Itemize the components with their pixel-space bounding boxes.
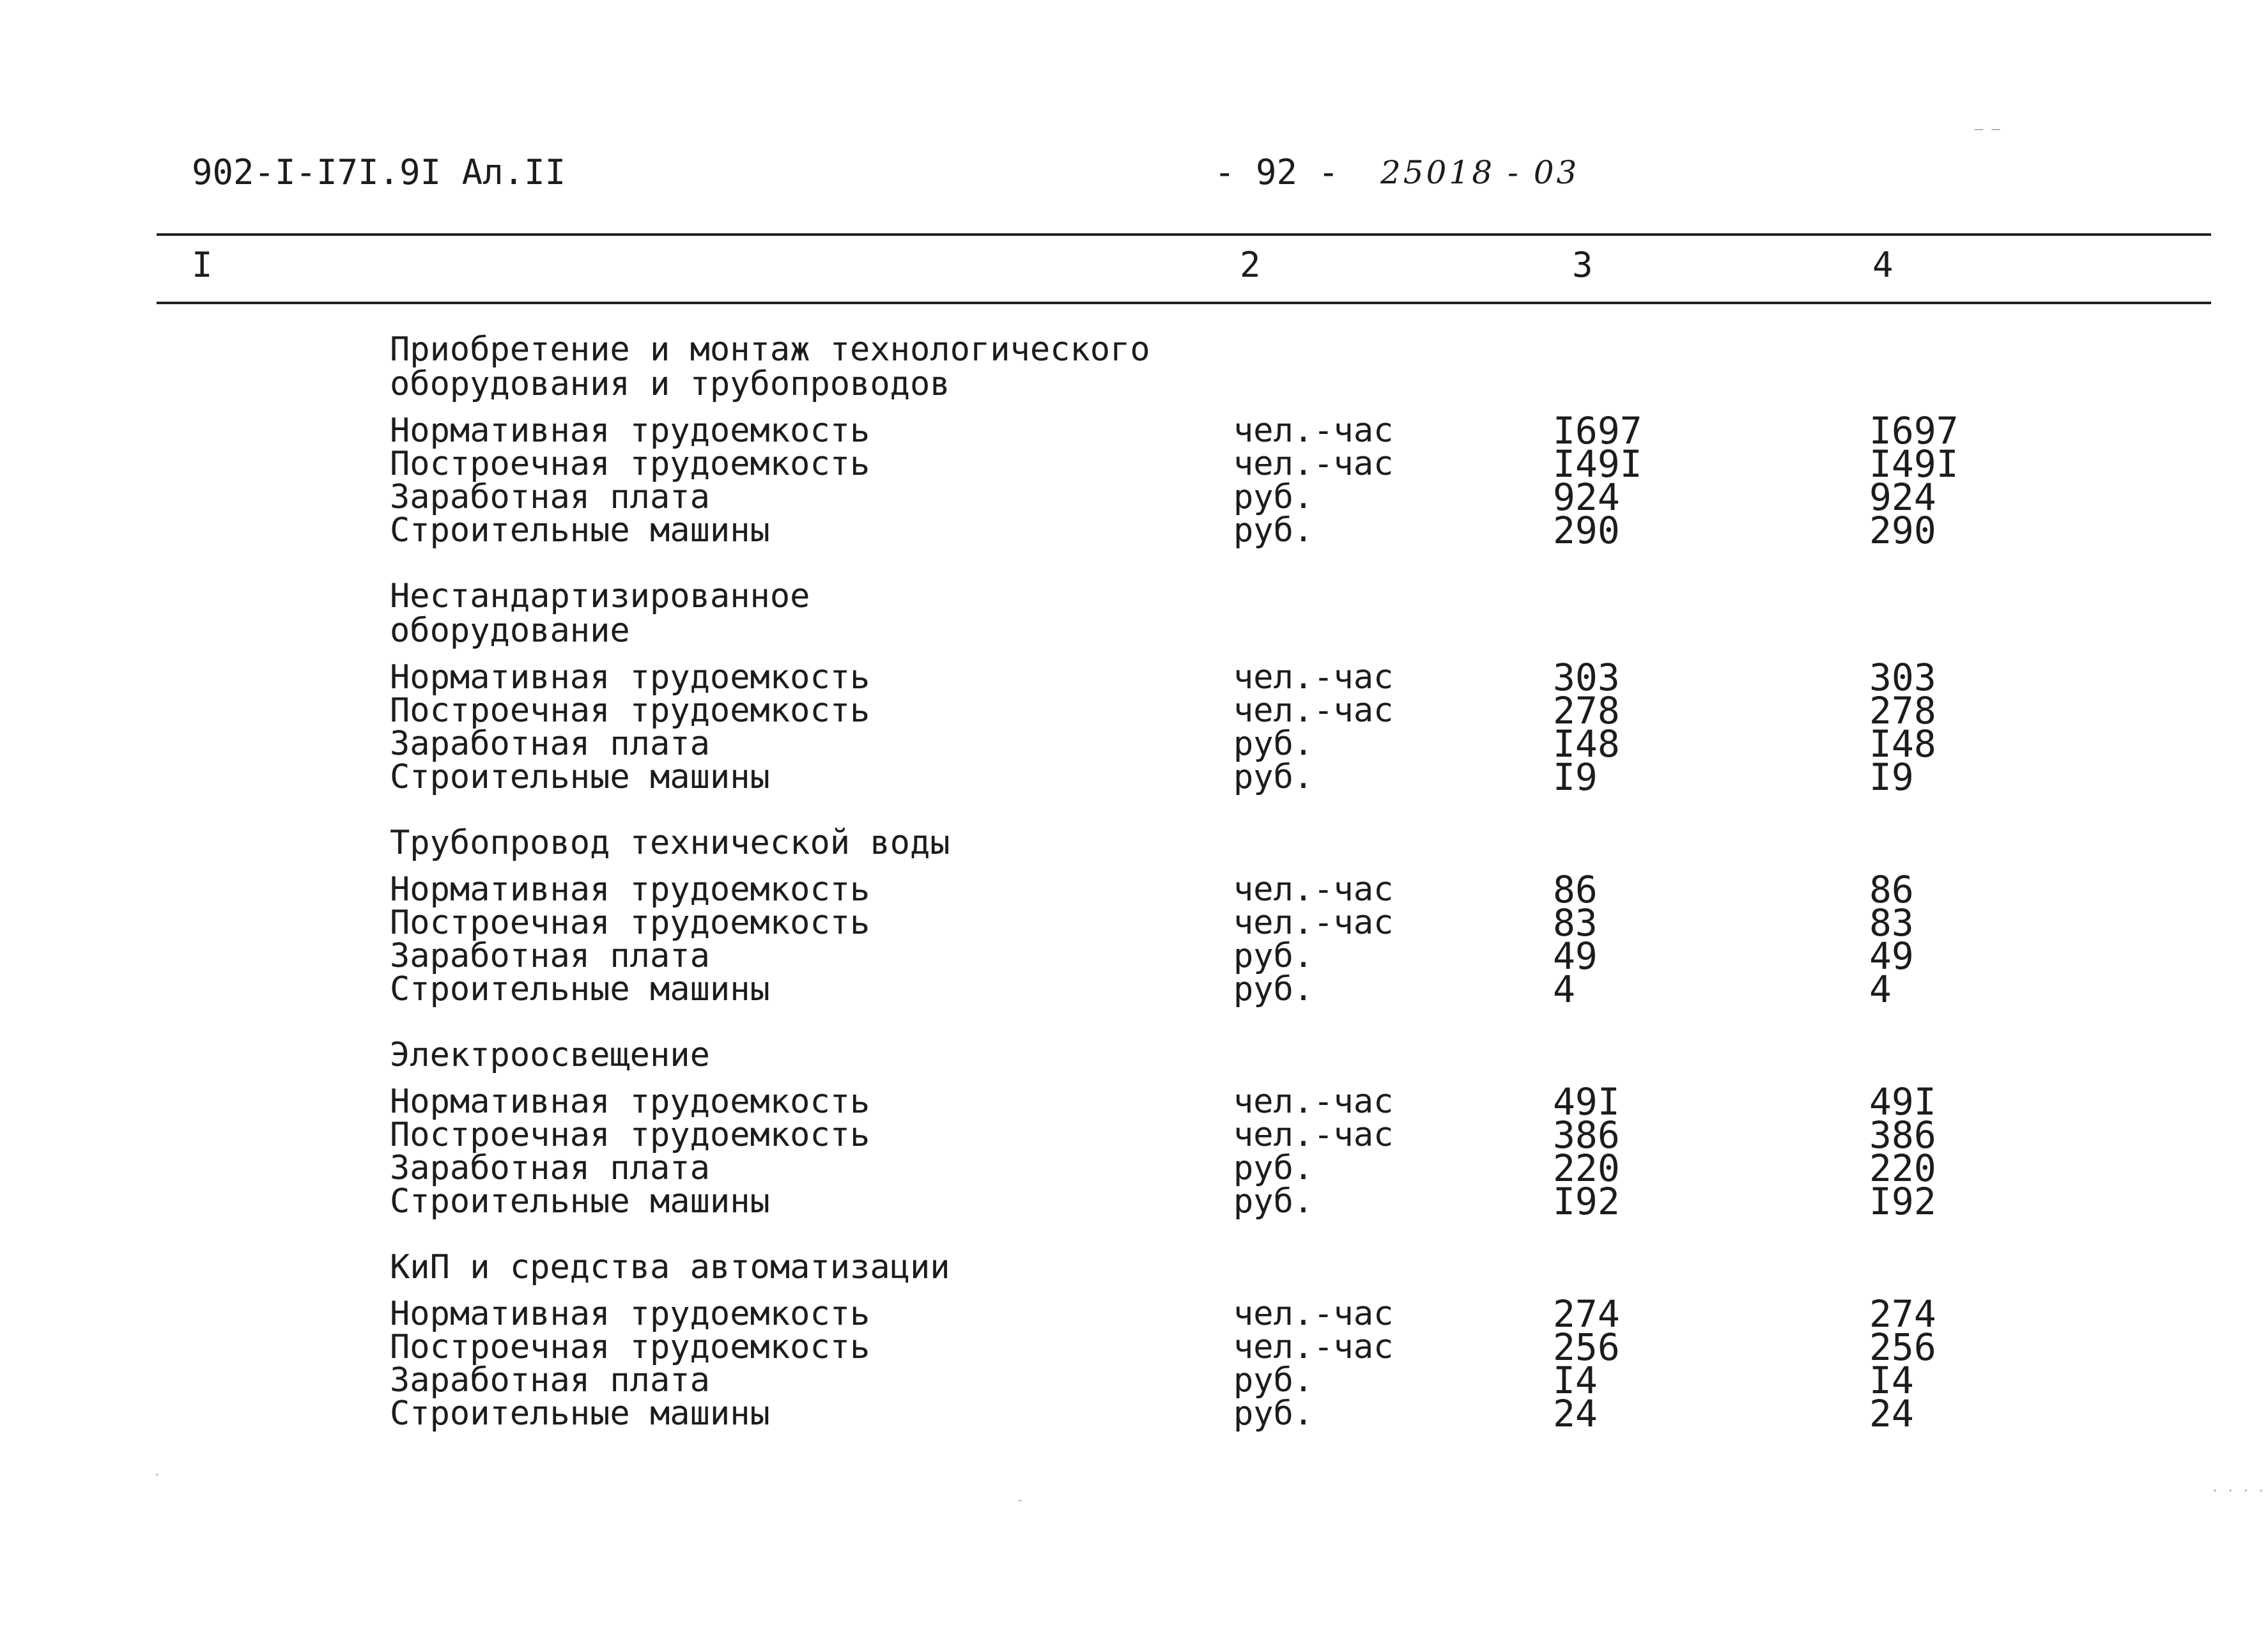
row-value-col3: 220 [1553, 1146, 1620, 1190]
row-name: Нормативная трудоемкость [390, 658, 870, 697]
row-name: Построечная трудоемкость [390, 691, 870, 730]
row-name: Строительные машины [390, 1182, 770, 1221]
column-number-1: I [192, 245, 213, 285]
row-value-col3: 24 [1553, 1392, 1598, 1435]
row-unit: чел.-час [1233, 1116, 1394, 1154]
row-value-col3: 278 [1553, 689, 1620, 732]
row-unit: руб. [1233, 1361, 1314, 1400]
table-row [0, 968, 2268, 1011]
row-name: Построечная трудоемкость [390, 1116, 870, 1154]
row-name: Нормативная трудоемкость [390, 412, 870, 450]
row-unit: чел.-час [1233, 870, 1394, 909]
row-name: Построечная трудоемкость [390, 904, 870, 942]
row-name: Построечная трудоемкость [390, 445, 870, 483]
row-unit: руб. [1233, 511, 1314, 550]
table-row [0, 509, 2268, 552]
row-unit: руб. [1233, 478, 1314, 516]
row-unit: чел.-час [1233, 691, 1394, 730]
table-header-rule [157, 302, 2211, 304]
row-value-col4: I49I [1869, 442, 1959, 486]
row-value-col3: I92 [1553, 1180, 1620, 1223]
table-row [0, 934, 2268, 978]
row-value-col4: 256 [1869, 1325, 1936, 1369]
document-code: 902-I-I7I.9I Ал.II [192, 152, 566, 192]
row-value-col3: 49I [1553, 1080, 1620, 1123]
row-value-col4: 49I [1869, 1080, 1936, 1123]
row-name: Заработная плата [390, 1149, 710, 1187]
row-value-col3: 49 [1553, 934, 1598, 978]
scan-speck: . [153, 1463, 162, 1479]
table-row [0, 1359, 2268, 1402]
section-title: Приобретение и монтаж технологического оборудования и трубопроводов [390, 330, 1150, 403]
row-unit: руб. [1233, 1149, 1314, 1187]
row-name: Строительные машины [390, 970, 770, 1008]
column-number-4: 4 [1872, 245, 1894, 285]
row-value-col4: 86 [1869, 868, 1914, 911]
row-value-col4: 4 [1869, 968, 1892, 1011]
table-row [0, 755, 2268, 799]
row-value-col4: 924 [1869, 475, 1936, 519]
scan-speck: . . . . [2211, 1479, 2265, 1495]
table-body [0, 332, 2268, 1462]
section-title: Электроосвещение [390, 1036, 710, 1074]
page-number: - 92 - [1214, 152, 1339, 192]
row-value-col3: I4 [1553, 1359, 1598, 1402]
section-title: КиП и средства автоматизации [390, 1248, 950, 1286]
row-value-col3: I48 [1553, 722, 1620, 766]
table-row [0, 722, 2268, 766]
row-value-col3: I49I [1553, 442, 1642, 486]
row-value-col4: 278 [1869, 689, 1936, 732]
row-unit: руб. [1233, 1182, 1314, 1221]
row-value-col4: 274 [1869, 1292, 1936, 1336]
row-value-col3: 83 [1553, 901, 1598, 945]
row-value-col3: 256 [1553, 1325, 1620, 1369]
row-unit: чел.-час [1233, 1295, 1394, 1333]
table-row [0, 1392, 2268, 1435]
section-title: Нестандартизированное оборудование [390, 577, 810, 650]
scan-speck: ‒ ‒ [1975, 121, 2000, 137]
row-value-col4: 220 [1869, 1146, 1936, 1190]
row-value-col3: I697 [1553, 409, 1642, 452]
row-name: Строительные машины [390, 758, 770, 796]
table-row [0, 868, 2268, 911]
row-value-col4: I9 [1869, 755, 1914, 799]
section-title: Трубопровод технической воды [390, 824, 950, 862]
row-value-col3: I9 [1553, 755, 1598, 799]
row-value-col3: 274 [1553, 1292, 1620, 1336]
section-equipment-installation [0, 330, 2268, 552]
row-unit: руб. [1233, 937, 1314, 975]
section-instrumentation-automation [0, 1248, 2268, 1435]
section-technical-water-pipeline [0, 824, 2268, 1011]
row-value-col4: 303 [1869, 656, 1936, 699]
row-value-col4: I48 [1869, 722, 1936, 766]
row-value-col3: 4 [1553, 968, 1575, 1011]
row-unit: чел.-час [1233, 1328, 1394, 1366]
row-unit: чел.-час [1233, 445, 1394, 483]
section-electric-lighting [0, 1036, 2268, 1223]
row-name: Заработная плата [390, 1361, 710, 1400]
row-name: Нормативная трудоемкость [390, 1295, 870, 1333]
row-unit: руб. [1233, 1394, 1314, 1433]
row-value-col4: I4 [1869, 1359, 1914, 1402]
row-value-col3: 924 [1553, 475, 1620, 519]
row-unit: чел.-час [1233, 658, 1394, 697]
row-name: Построечная трудоемкость [390, 1328, 870, 1366]
table-row [0, 1325, 2268, 1369]
row-unit: руб. [1233, 970, 1314, 1008]
row-value-col3: 303 [1553, 656, 1620, 699]
row-value-col3: 290 [1553, 509, 1620, 552]
table-row [0, 901, 2268, 945]
row-value-col4: 83 [1869, 901, 1914, 945]
row-unit: чел.-час [1233, 1083, 1394, 1121]
row-value-col4: 49 [1869, 934, 1914, 978]
row-value-col4: 386 [1869, 1113, 1936, 1157]
row-value-col4: I92 [1869, 1180, 1936, 1223]
row-unit: чел.-час [1233, 904, 1394, 942]
handwritten-number: 25018 - 03 [1380, 154, 1580, 191]
row-value-col4: 290 [1869, 509, 1936, 552]
row-name: Нормативная трудоемкость [390, 1083, 870, 1121]
row-unit: чел.-час [1233, 412, 1394, 450]
row-value-col4: 24 [1869, 1392, 1914, 1435]
row-name: Заработная плата [390, 725, 710, 763]
scan-speck: - [1016, 1492, 1024, 1508]
row-name: Заработная плата [390, 478, 710, 516]
row-value-col4: I697 [1869, 409, 1959, 452]
section-nonstandard-equipment [0, 577, 2268, 799]
row-name: Строительные машины [390, 511, 770, 550]
table-row [0, 1180, 2268, 1223]
row-name: Строительные машины [390, 1394, 770, 1433]
column-number-2: 2 [1240, 245, 1261, 285]
row-unit: руб. [1233, 725, 1314, 763]
table-top-rule [157, 233, 2211, 236]
column-number-3: 3 [1572, 245, 1593, 285]
row-value-col3: 86 [1553, 868, 1598, 911]
row-unit: руб. [1233, 758, 1314, 796]
row-value-col3: 386 [1553, 1113, 1620, 1157]
row-name: Нормативная трудоемкость [390, 870, 870, 909]
row-name: Заработная плата [390, 937, 710, 975]
